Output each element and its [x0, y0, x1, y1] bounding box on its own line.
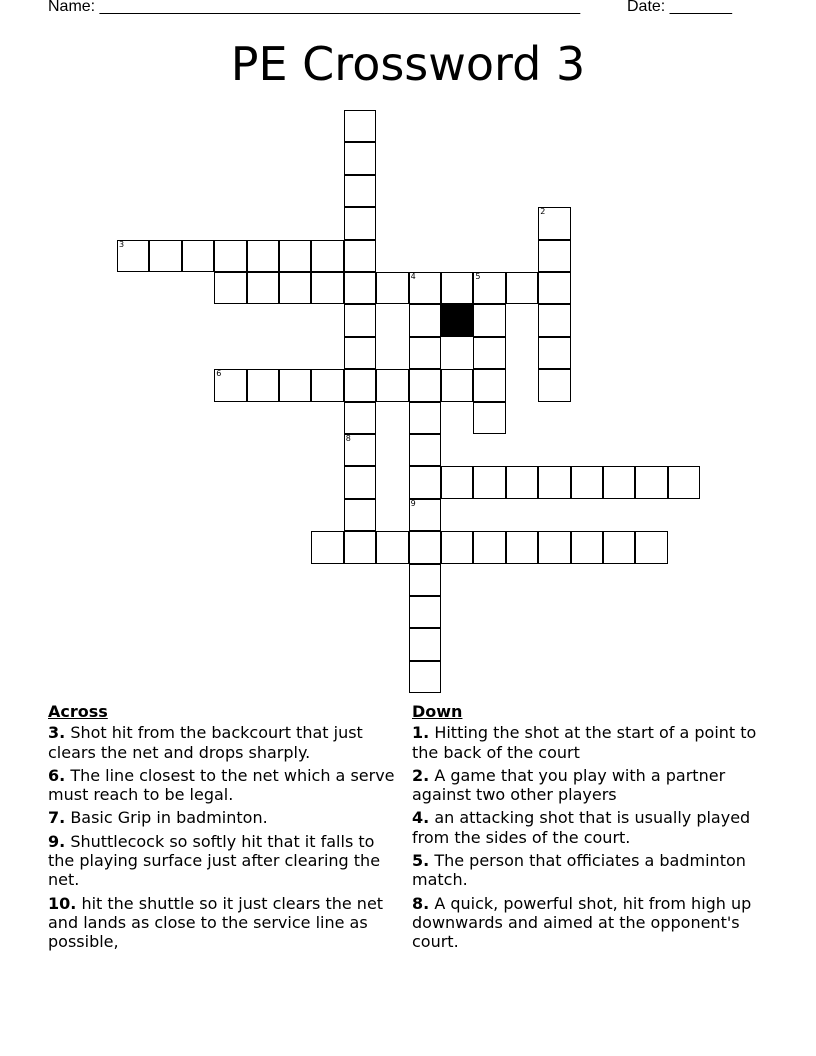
across-clue-3	[48, 723, 398, 762]
down-clues	[412, 702, 762, 956]
grid-cell[interactable]	[441, 272, 473, 304]
grid-cell[interactable]	[473, 369, 505, 401]
grid-cell[interactable]	[635, 531, 667, 563]
grid-cell[interactable]	[409, 402, 441, 434]
clue-number-label: 3	[119, 239, 125, 249]
grid-cell[interactable]	[182, 240, 214, 272]
clue-number: 8.	[412, 893, 430, 913]
grid-cell[interactable]	[344, 175, 376, 207]
grid-cell[interactable]	[409, 661, 441, 693]
grid-cell[interactable]	[473, 272, 505, 304]
clue-text: Hitting the shot at the start of a point to the back of the court	[412, 723, 757, 762]
grid-cell[interactable]	[473, 466, 505, 498]
grid-cell[interactable]	[344, 369, 376, 401]
grid-cell[interactable]	[344, 531, 376, 563]
grid-cell[interactable]	[668, 466, 700, 498]
clue-text: Shot hit from the backcourt that just clears the net and drops sharply.	[48, 723, 363, 762]
clue-number-label: 9	[410, 498, 416, 508]
grid-cell[interactable]	[344, 304, 376, 336]
grid-cell[interactable]	[635, 466, 667, 498]
clue-number-label: 6	[216, 369, 222, 379]
grid-cell[interactable]	[279, 369, 311, 401]
clue-number: 5.	[412, 851, 430, 871]
clue-text: A quick, powerful shot, hit from high up downwards and aimed at the opponent's court.	[412, 893, 752, 952]
grid-cell[interactable]	[311, 272, 343, 304]
grid-cell[interactable]	[376, 531, 408, 563]
clue-text: A game that you play with a partner against two other players	[412, 765, 726, 805]
across-clue-6	[48, 766, 398, 805]
down-clue-2	[412, 766, 762, 805]
name-field[interactable]: Name: ______________________________________________________	[48, 0, 581, 15]
across-clue-9	[48, 832, 398, 890]
grid-cell[interactable]	[344, 466, 376, 498]
clue-text: The line closest to the net which a serve must reach to be legal.	[48, 765, 395, 805]
black-square	[441, 304, 473, 336]
down-clue-5	[412, 851, 762, 890]
grid-cell[interactable]	[538, 207, 570, 239]
clue-text: hit the shuttle so it just clears the net and lands as close to the service line as possible,	[48, 893, 384, 952]
clue-number: 3.	[48, 723, 66, 743]
grid-cell[interactable]	[247, 272, 279, 304]
grid-cell[interactable]	[506, 466, 538, 498]
grid-cell[interactable]	[344, 499, 376, 531]
down-heading: Down	[412, 702, 463, 721]
grid-cell[interactable]	[409, 564, 441, 596]
clue-number: 2.	[412, 765, 430, 785]
down-clue-1	[412, 723, 762, 762]
grid-cell[interactable]	[409, 337, 441, 369]
worksheet-header	[0, 0, 816, 22]
grid-cell[interactable]	[506, 272, 538, 304]
grid-cell[interactable]	[409, 531, 441, 563]
across-heading: Across	[48, 702, 108, 721]
grid-cell[interactable]	[311, 531, 343, 563]
grid-cell[interactable]	[311, 240, 343, 272]
grid-cell[interactable]	[409, 272, 441, 304]
across-clues	[48, 702, 398, 956]
grid-cell[interactable]	[473, 402, 505, 434]
clue-number: 10.	[48, 893, 77, 913]
grid-cell[interactable]	[409, 466, 441, 498]
grid-cell[interactable]	[409, 628, 441, 660]
grid-cell[interactable]	[344, 240, 376, 272]
grid-cell[interactable]	[538, 531, 570, 563]
grid-cell[interactable]	[344, 402, 376, 434]
grid-cell[interactable]	[603, 466, 635, 498]
grid-cell[interactable]	[603, 531, 635, 563]
grid-cell[interactable]	[506, 531, 538, 563]
grid-cell[interactable]	[344, 434, 376, 466]
across-clue-10	[48, 894, 398, 952]
clue-number: 1.	[412, 723, 430, 743]
across-clue-7	[48, 808, 398, 827]
clue-text: Shuttlecock so softly hit that it falls to the playing surface just after clearing the net.	[48, 831, 381, 890]
grid-cell[interactable]	[409, 596, 441, 628]
grid-cell[interactable]	[538, 240, 570, 272]
grid-cell[interactable]	[247, 240, 279, 272]
grid-cell[interactable]	[214, 272, 246, 304]
grid-cell[interactable]	[441, 369, 473, 401]
clue-number: 4.	[412, 808, 430, 828]
grid-cell[interactable]	[376, 272, 408, 304]
grid-cell[interactable]	[473, 337, 505, 369]
grid-cell[interactable]	[247, 369, 279, 401]
grid-cell[interactable]	[538, 272, 570, 304]
grid-cell[interactable]	[571, 466, 603, 498]
grid-cell[interactable]	[571, 531, 603, 563]
down-clue-8	[412, 894, 762, 952]
grid-cell[interactable]	[311, 369, 343, 401]
grid-cell[interactable]	[473, 531, 505, 563]
page-title: PE Crossword 3	[230, 37, 586, 91]
clue-number-label: 4	[410, 272, 416, 281]
grid-cell[interactable]	[344, 272, 376, 304]
grid-cell[interactable]	[409, 499, 441, 531]
grid-cell[interactable]	[441, 466, 473, 498]
grid-cell[interactable]	[538, 369, 570, 401]
grid-cell[interactable]	[214, 240, 246, 272]
clue-text: The person that officiates a badminton match.	[412, 851, 746, 890]
grid-cell[interactable]	[149, 240, 181, 272]
grid-cell[interactable]	[409, 369, 441, 401]
grid-cell[interactable]	[214, 369, 246, 401]
clue-number: 7.	[48, 808, 66, 828]
down-clue-4	[412, 808, 762, 847]
grid-cell[interactable]	[441, 531, 473, 563]
grid-cell[interactable]	[279, 272, 311, 304]
grid-cell[interactable]	[538, 337, 570, 369]
clue-number: 6.	[48, 765, 66, 785]
grid-cell[interactable]	[409, 434, 441, 466]
clue-number-label: 5	[475, 272, 481, 281]
grid-cell[interactable]	[279, 240, 311, 272]
grid-cell[interactable]	[344, 207, 376, 239]
grid-cell[interactable]	[344, 142, 376, 174]
grid-cell[interactable]	[344, 110, 376, 142]
clue-text: Basic Grip in badminton.	[70, 808, 268, 828]
grid-cell[interactable]	[409, 304, 441, 336]
grid-cell[interactable]	[473, 304, 505, 336]
date-field[interactable]: Date: _______	[627, 0, 732, 15]
grid-cell[interactable]	[344, 337, 376, 369]
clue-number-label: 2	[540, 207, 546, 217]
clue-number: 9.	[48, 831, 66, 851]
clue-text: an attacking shot that is usually played from the sides of the court.	[412, 808, 751, 847]
grid-cell[interactable]	[538, 304, 570, 336]
grid-cell[interactable]	[376, 369, 408, 401]
grid-cell[interactable]	[117, 240, 149, 272]
clue-number-label: 8	[345, 434, 351, 443]
grid-cell[interactable]	[538, 466, 570, 498]
